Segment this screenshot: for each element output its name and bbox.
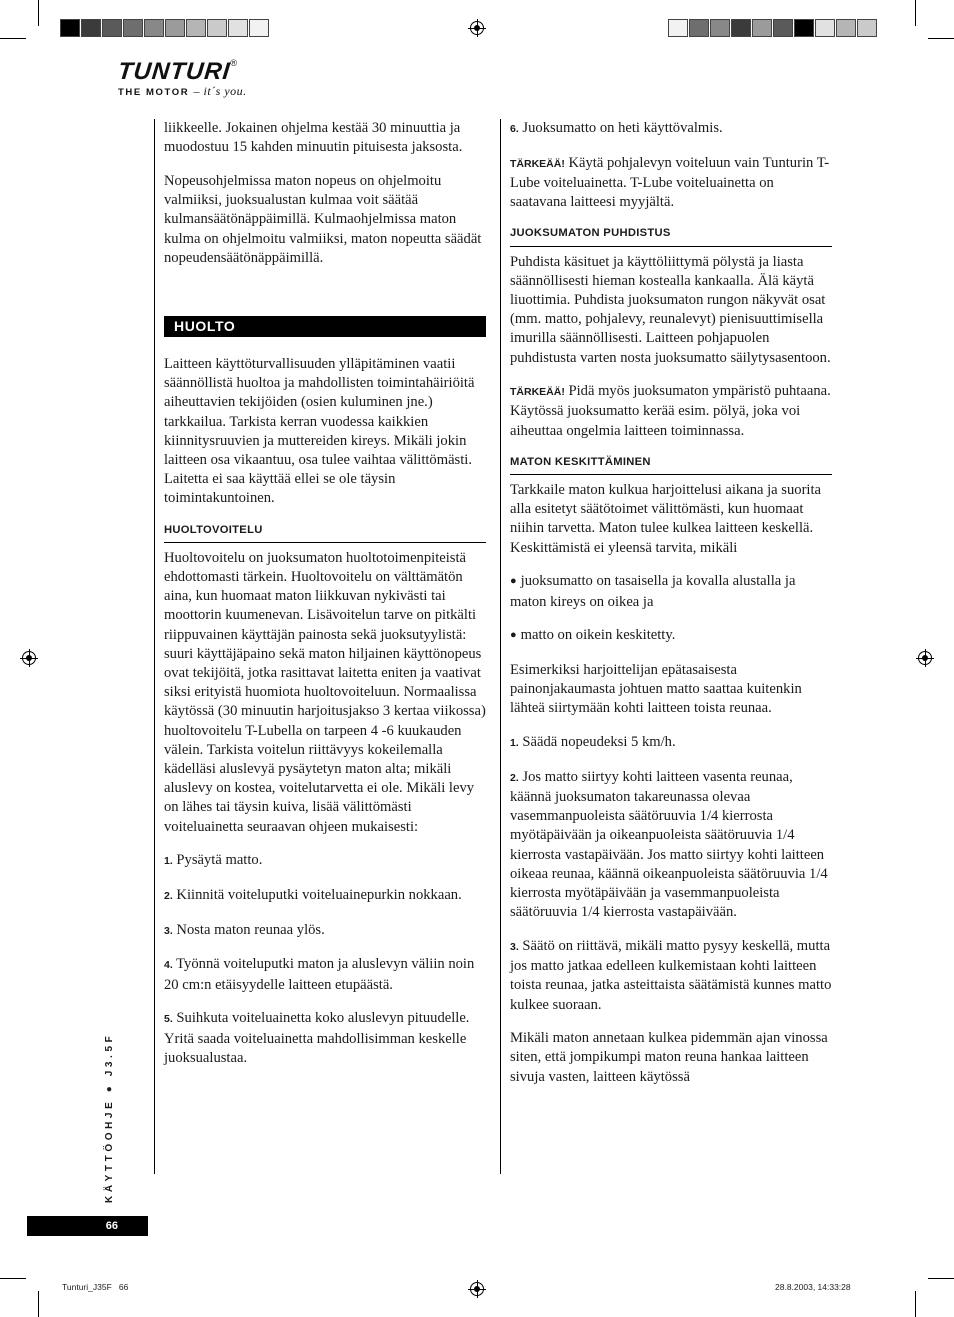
section-heading-huolto: HUOLTO <box>164 316 486 337</box>
brand-tagline: THE MOTOR – it´s you. <box>118 84 247 98</box>
registration-mark-icon <box>470 1282 484 1296</box>
note: TÄRKEÄÄ! Käytä pohjalevyn voiteluun vain Tunturin T-Lube voiteluainetta. T-Lube voiteluainetta on saatavana laitteesi myyjältä. <box>510 154 830 211</box>
sidebar-label: KÄYTTÖOHJE ● J3.5F <box>104 1032 115 1203</box>
crop-mark <box>38 0 39 26</box>
registration-mark-icon <box>918 651 932 665</box>
color-swatch <box>81 19 101 37</box>
crop-mark <box>0 1278 26 1279</box>
color-swatch <box>228 19 248 37</box>
crop-mark <box>915 1291 916 1317</box>
bullet-item: ● matto on oikein keskitetty. <box>510 626 832 646</box>
step: 2. Kiinnitä voiteluputki voiteluainepurkin nokkaan. <box>164 887 462 903</box>
paragraph: Huoltovoitelu on juoksumaton huoltotoimenpiteistä ehdottomasti tärkein. Huoltovoitelu on välttämätön aina, kun huomaat maton liikkuvan nykivästi tai moottorin kuumenevan. Lisävoitelun tarve on pitkälti riippuvainen käyttäjän painosta sekä juoksutyylistä: suuri käyttäjäpaino sekä maton hiljainen käyttönopeus ovat tekijöitä, jotka rasittavat laitetta eniten ja vaativat siksi erityistä huomiota huoltovoiteluun. Normaalissa käytössä (30 minuutin harjoitusjakso 3 kertaa viikossa) huoltovoitelu T-Lubella on tarpeen 4 -6 kuukauden välein. Tarkista voitelun riittävyys kokeilemalla kädelläsi aluslevyä pysäytetyn maton alta; mikäli aluslevy on kostea, voitelutarvetta ei ole. Mikäli levy on lähes tai täysin kuiva, lisää välittömästi voiteluainetta seuraavan ohjeen mukaisesti: <box>164 549 486 835</box>
crop-mark <box>38 1291 39 1317</box>
footer-timestamp: 28.8.2003, 14:33:28 <box>775 1282 851 1292</box>
color-swatch <box>773 19 793 37</box>
color-swatch <box>689 19 709 37</box>
step: 4. Työnnä voiteluputki maton ja aluslevyn väliin noin 20 cm:n etäisyydelle laitteen etupäästä. <box>164 956 475 993</box>
note: TÄRKEÄÄ! Pidä myös juoksumaton ympäristö puhtaana. Käytössä juoksumatto kerää esim. pölyä, joka voi aiheuttaa ongelmia laitteen toiminnassa. <box>510 383 831 439</box>
paragraph: Nopeusohjelmissa maton nopeus on ohjelmoitu valmiiksi, juoksualustan kulmaa voit säätää kulmansäätönäppäimillä. Kulmaohjelmissa maton kulma on ohjelmoitu valmiiksi, maton nopeutta säädät nopeudensäätönäppäimillä. <box>164 172 482 266</box>
color-bar-right <box>668 19 878 37</box>
bullet-item: ● juoksumatto on tasaisella ja kovalla alustalla ja maton kireys on oikea ja <box>510 572 832 611</box>
brand-logo <box>118 58 247 99</box>
brand-name: TUNTURI <box>116 58 232 85</box>
paragraph: Esimerkiksi harjoittelijan epätasaisesta painonjakaumasta johtuen matto saattaa kuitenkin lähteä siirtymään kohti laitteen toista reunaa. <box>510 661 802 717</box>
crop-mark <box>928 38 954 39</box>
color-swatch <box>144 19 164 37</box>
step: 5. Suihkuta voiteluainetta koko aluslevyn pituudelle. Yritä saada voiteluainetta mahdollisimman keskelle juoksualustaa. <box>164 1010 470 1066</box>
step: 3. Säätö on riittävä, mikäli matto pysyy keskellä, mutta jos matto jatkaa edelleen kulkemistaan kohti laitteen toista reunaa, jatka asteittaista säätämistä kunnes matto kulkee suoraan. <box>510 937 832 1013</box>
color-swatch <box>731 19 751 37</box>
crop-mark <box>928 1278 954 1279</box>
column-rule <box>154 119 155 1174</box>
color-swatch <box>668 19 688 37</box>
crop-mark <box>915 0 916 26</box>
paragraph: Puhdista käsituet ja käyttöliittymä pölystä ja liasta säännöllisesti hieman kostealla kankaalla. Älä käytä liuottimia. Puhdista juoksumaton rungon näkyvät osat (mm. matto, pohjalevy, reunalevyt) pienisuuttimisella imurilla säännöllisesti. Laitteen pohjapuolen puhdistusta varten nosta juoksumatto säilytysasentoon. <box>510 253 831 366</box>
paragraph: Mikäli maton annetaan kulkea pidemmän ajan vinossa siten, että jompikumpi maton reuna hankaa laitteen sivuja vasten, laitteen käytössä <box>510 1030 828 1085</box>
column-left <box>164 119 486 1082</box>
color-swatch <box>207 19 227 37</box>
step: 1. Pysäytä matto. <box>164 852 263 869</box>
color-swatch <box>794 19 814 37</box>
column-right <box>510 119 832 1101</box>
page-number: 66 <box>27 1216 148 1236</box>
color-swatch <box>710 19 730 37</box>
paragraph: Laitteen käyttöturvallisuuden ylläpitäminen vaatii säännöllistä huoltoa ja mahdollisten toimintahäiriöitä aiheuttavien tekijöiden (osien kuluminen jne.) tarkkailua. Tarkista kerran vuodessa kaikkien kiinnitysruuvien ja muttereiden kireys. Mikäli jokin laitteen osa vikaantuu, osa tulee vaihtaa välittömästi. Laitetta ei saa käyttää ellei se ole täysin toimintakuntoinen. <box>164 355 475 507</box>
subheading-keskittaminen: MATON KESKITTÄMINEN <box>510 453 832 475</box>
paragraph: liikkeelle. Jokainen ohjelma kestää 30 minuuttia ja muodostuu 15 kahden minuutin pituisesta jaksosta. <box>164 120 463 156</box>
step: 3. Nosta maton reunaa ylös. <box>164 921 325 938</box>
crop-mark <box>0 38 26 39</box>
paragraph: Tarkkaile maton kulkua harjoittelusi aikana ja suorita alla esitetyt säätötoimet välittömästi, kun huomaat niihin tarvetta. Maton tulee kulkea laitteen keskellä. Keskittämistä ei yleensä tarvita, mikäli <box>510 482 822 556</box>
color-swatch <box>836 19 856 37</box>
subheading-puhdistus: JUOKSUMATON PUHDISTUS <box>510 224 832 246</box>
step: 6. Juoksumatto on heti käyttövalmis. <box>510 120 723 136</box>
color-swatch <box>752 19 772 37</box>
color-swatch <box>102 19 122 37</box>
registration-mark-icon <box>470 21 484 35</box>
color-bar-left <box>60 19 270 37</box>
color-swatch <box>123 19 143 37</box>
subheading-huoltovoitelu: HUOLTOVOITELU <box>164 521 486 543</box>
color-swatch <box>857 19 877 37</box>
step: 1. Säädä nopeudeksi 5 km/h. <box>510 734 676 751</box>
step: 2. Jos matto siirtyy kohti laitteen vasenta reunaa, käännä juoksumaton takareunassa olevaa vasemmanpuoleista säätöruuvia 1/4 kierrosta myötäpäivään ja oikeanpuoleista säätöruuvia 1/4 kierrosta vastapäivään. Jos matto siirtyy kohti laitteen oikeaa reunaa, käännä oikeanpuoleista säätöruuvia 1/4 kierrosta myötäpäivään ja vasemmanpuoleista säätöruuvia 1/4 kierrosta vastapäivään. <box>510 768 828 921</box>
color-swatch <box>815 19 835 37</box>
column-rule <box>500 119 501 1174</box>
footer-file: Tunturi_J35F 66 <box>62 1282 129 1292</box>
color-swatch <box>186 19 206 37</box>
registered-mark: ® <box>230 58 237 68</box>
color-swatch <box>60 19 80 37</box>
color-swatch <box>249 19 269 37</box>
color-swatch <box>165 19 185 37</box>
registration-mark-icon <box>22 651 36 665</box>
